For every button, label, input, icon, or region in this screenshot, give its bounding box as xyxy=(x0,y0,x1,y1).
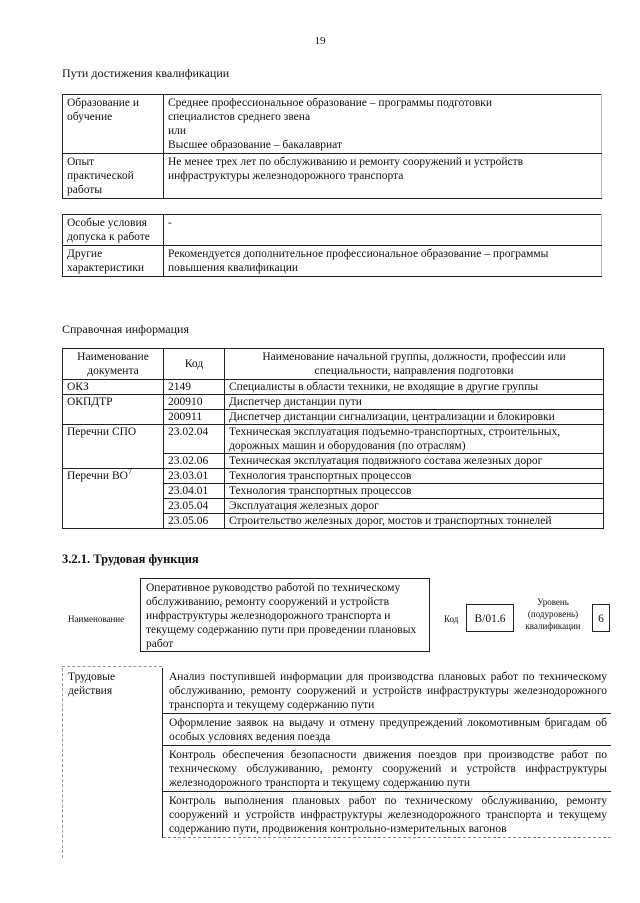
ref-doc: Перечни СПО xyxy=(63,425,164,469)
education-value xyxy=(164,95,602,154)
function-name-value: Оперативное руководство работой по техническому обслуживанию, ремонту сооружений и устройств инфраструктуры железнодорожного транспорта и текущему содержанию пути при проведении плановых работ xyxy=(140,578,430,652)
ref-name: Диспетчер дистанции пути xyxy=(225,395,604,410)
admission-value: - xyxy=(164,215,602,246)
text-line: инфраструктуры железнодорожного транспорта xyxy=(168,170,404,182)
footnote-mark: 7 xyxy=(127,467,132,477)
header-code: Код xyxy=(164,349,225,380)
table-row xyxy=(63,380,604,395)
function-code-label: Код xyxy=(444,614,459,624)
list-item: Контроль обеспечения безопасности движения поездов при производстве работ по техническому обслуживанию, ремонту сооружений и устройств инфраструктуры железнодорожного транспорта и текущему содержанию пути xyxy=(163,746,611,792)
text-line: Высшее образование – бакалавриат xyxy=(168,139,342,151)
dashed-divider xyxy=(62,668,63,858)
ref-doc: ОКПДТР xyxy=(63,395,164,425)
ref-code: 23.03.01 xyxy=(164,469,225,484)
text-line: или xyxy=(168,125,187,137)
list-item: Контроль выполнения плановых работ по техническому обслуживанию, ремонту сооружений и устройств инфраструктуры железнодорожного транспорта и текущему содержанию пути, продвижения контрольно-измерительных вагонов xyxy=(163,792,611,838)
ref-name: Технология транспортных процессов xyxy=(225,469,604,484)
ref-doc-text: Перечни ВО xyxy=(67,470,128,482)
other-label: Другие характеристики xyxy=(63,246,164,277)
other-value xyxy=(164,246,602,277)
special-conditions-table xyxy=(62,214,602,277)
ref-code: 200910 xyxy=(164,395,225,410)
text-line: Среднее профессиональное образование – программы подготовки xyxy=(168,97,493,109)
ref-code: 2149 xyxy=(164,380,225,395)
ref-code: 23.02.06 xyxy=(164,454,225,469)
labor-actions-label: Трудовые действия xyxy=(68,671,116,697)
function-level-value: 6 xyxy=(592,604,610,632)
table-row xyxy=(63,95,602,154)
text-line: повышения квалификации xyxy=(168,262,299,274)
experience-label: Опыт практической работы xyxy=(63,154,164,199)
ref-name: Строительство железных дорог, мостов и транспортных тоннелей xyxy=(225,514,604,529)
header-doc: Наименование документа xyxy=(63,349,164,380)
table-row xyxy=(63,246,602,277)
reference-heading: Справочная информация xyxy=(62,322,189,336)
list-item: Анализ поступившей информации для производства плановых работ по техническому обслуживанию, ремонту сооружений и устройств инфраструктуры железнодорожного транспорта и текущему содержанию пути xyxy=(163,668,611,714)
table-row xyxy=(63,469,604,484)
experience-value xyxy=(164,154,602,199)
dashed-divider xyxy=(62,666,162,667)
labor-actions-list xyxy=(162,668,611,838)
ref-name: Эксплуатация железных дорог xyxy=(225,499,604,514)
function-code-value: B/01.6 xyxy=(466,604,514,632)
qualification-heading: Пути достижения квалификации xyxy=(62,66,230,80)
table-row xyxy=(63,395,604,410)
list-item: Оформление заявок на выдачу и отмену предупреждений локомотивным бригадам об особых условиях ведения поезда xyxy=(163,714,611,746)
function-level-label: Уровень (подуровень) квалификации xyxy=(525,597,581,631)
ref-name: Технология транспортных процессов xyxy=(225,484,604,499)
ref-name: Техническая эксплуатация подвижного состава железных дорог xyxy=(225,454,604,469)
function-name-label: Наименование xyxy=(68,614,125,624)
ref-code: 23.05.04 xyxy=(164,499,225,514)
table-row xyxy=(63,215,602,246)
education-table xyxy=(62,94,602,199)
text-line: Рекомендуется дополнительное профессиональное образование – программы xyxy=(168,248,549,260)
reference-table xyxy=(62,348,604,529)
ref-code: 23.04.01 xyxy=(164,484,225,499)
page-number: 19 xyxy=(314,35,326,47)
ref-name: Техническая эксплуатация подъемно-транспортных, строительных, дорожных машин и оборудования (по отраслям) xyxy=(225,425,604,454)
ref-code: 200911 xyxy=(164,410,225,425)
ref-doc: ОКЗ xyxy=(63,380,164,395)
education-label: Образование и обучение xyxy=(63,95,164,154)
ref-name: Специалисты в области техники, не входящие в другие группы xyxy=(225,380,604,395)
table-header-row xyxy=(63,349,604,380)
ref-code: 23.05.06 xyxy=(164,514,225,529)
ref-code: 23.02.04 xyxy=(164,425,225,454)
text-line: специалистов среднего звена xyxy=(168,111,311,123)
text-line: Не менее трех лет по обслуживанию и ремонту сооружений и устройств xyxy=(168,156,524,168)
section-title: 3.2.1. Трудовая функция xyxy=(62,552,199,566)
ref-doc xyxy=(63,469,164,529)
admission-label: Особые условия допуска к работе xyxy=(63,215,164,246)
table-row xyxy=(63,425,604,454)
table-row xyxy=(63,154,602,199)
ref-name: Диспетчер дистанции сигнализации, централизации и блокировки xyxy=(225,410,604,425)
header-name: Наименование начальной группы, должности, профессии или специальности, направления подготовки xyxy=(225,349,604,380)
